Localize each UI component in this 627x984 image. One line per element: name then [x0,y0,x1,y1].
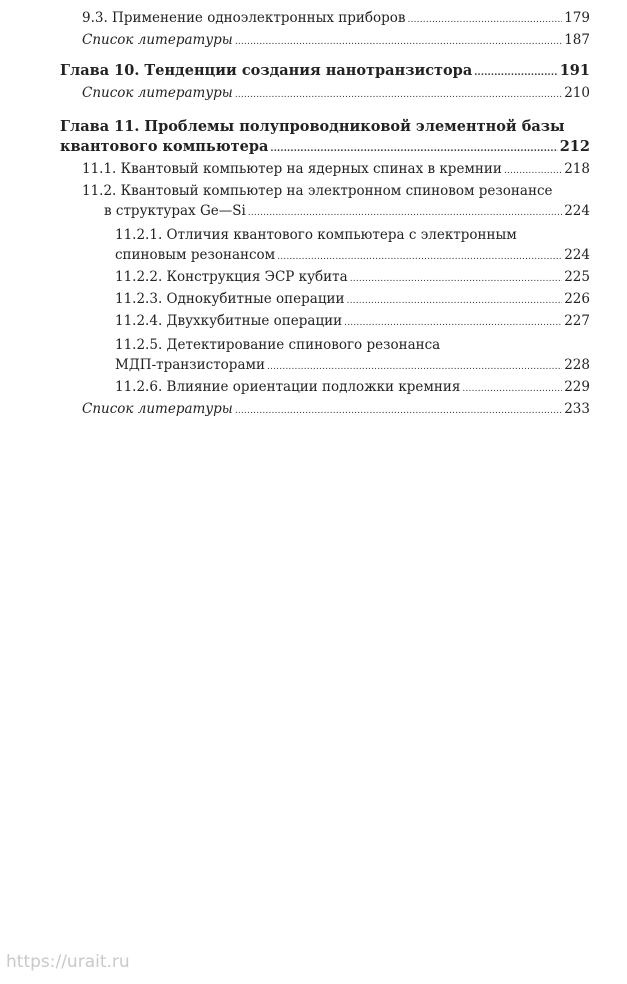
leader-dots [235,32,562,52]
toc-page-number: 212 [559,138,590,155]
toc-entry-11-2-6[interactable] [60,377,590,399]
toc-entry-11-2-4[interactable] [60,311,590,333]
toc-entry-title: 11.1. Квантовый компьютер на ядерных спинах в кремнии [82,161,502,177]
toc-page-number: 187 [564,32,590,48]
toc-entry-title-line1: 11.2. Квантовый компьютер на электронном спиновом резонансе [82,183,553,199]
toc-entry-title-line2: квантового компьютера [60,138,269,155]
toc-entry-title: Список литературы [82,32,233,48]
toc-page-number: 191 [559,62,590,79]
toc-page-number: 224 [564,203,590,219]
leader-dots [235,401,562,421]
toc-entry-11-2-3[interactable] [60,289,590,311]
toc-entry-title-line2: в структурах Ge—Si [104,203,246,219]
toc-page-number: 225 [564,269,590,285]
leader-dots [267,357,562,377]
toc-entry-title: 11.2.3. Однокубитные операции [115,291,345,307]
toc-entry-chapter-11[interactable] [60,117,590,159]
toc-entry-11-2[interactable] [60,181,590,223]
leader-dots [350,269,563,289]
toc-entry-9-3[interactable] [60,8,590,30]
leader-dots [235,85,562,105]
toc-entry-title-line1: Глава 11. Проблемы полупроводниковой элементной базы [60,118,565,135]
leader-dots [474,63,558,83]
toc-entry-11-1[interactable] [60,159,590,181]
toc-entry-references-ch9[interactable] [60,30,590,52]
leader-dots [344,313,562,333]
toc-entry-references-ch11[interactable] [60,399,590,421]
watermark-url: https://urait.ru [6,952,130,972]
toc-entry-title: Глава 10. Тенденции создания нанотранзистора [60,62,473,79]
toc-entry-title: 9.3. Применение одноэлектронных приборов [82,10,406,26]
toc-entry-11-2-2[interactable] [60,267,590,289]
table-of-contents [60,8,590,421]
toc-entry-title: Список литературы [82,85,233,101]
toc-page-number: 218 [564,161,590,177]
toc-page-number: 179 [564,10,590,26]
toc-entry-title-line2: МДП-транзисторами [115,357,265,373]
leader-dots [462,379,562,399]
toc-entry-11-2-5[interactable] [60,335,590,377]
toc-entry-title-line2: спиновым резонансом [115,247,276,263]
toc-entry-11-2-1[interactable] [60,225,590,267]
toc-entry-title-line1: 11.2.1. Отличия квантового компьютера с электронным [115,227,517,243]
toc-page-number: 224 [564,247,590,263]
toc-page-number: 210 [564,85,590,101]
leader-dots [347,291,563,311]
toc-entry-title: 11.2.6. Влияние ориентации подложки кремния [115,379,461,395]
toc-entry-title: 11.2.4. Двухкубитные операции [115,313,343,329]
toc-entry-title: 11.2.2. Конструкция ЭСР кубита [115,269,348,285]
toc-page-number: 226 [564,291,590,307]
toc-page-number: 229 [564,379,590,395]
toc-page-number: 227 [564,313,590,329]
leader-dots [270,139,557,159]
toc-entry-chapter-10[interactable] [60,61,590,83]
toc-page-number: 233 [564,401,590,417]
leader-dots [248,203,562,223]
toc-entry-title-line1: 11.2.5. Детектирование спинового резонанса [115,337,441,353]
toc-entry-title: Список литературы [82,401,233,417]
toc-page-number: 228 [564,357,590,373]
toc-entry-references-ch10[interactable] [60,83,590,105]
leader-dots [408,10,563,30]
leader-dots [504,161,562,181]
leader-dots [277,247,562,267]
